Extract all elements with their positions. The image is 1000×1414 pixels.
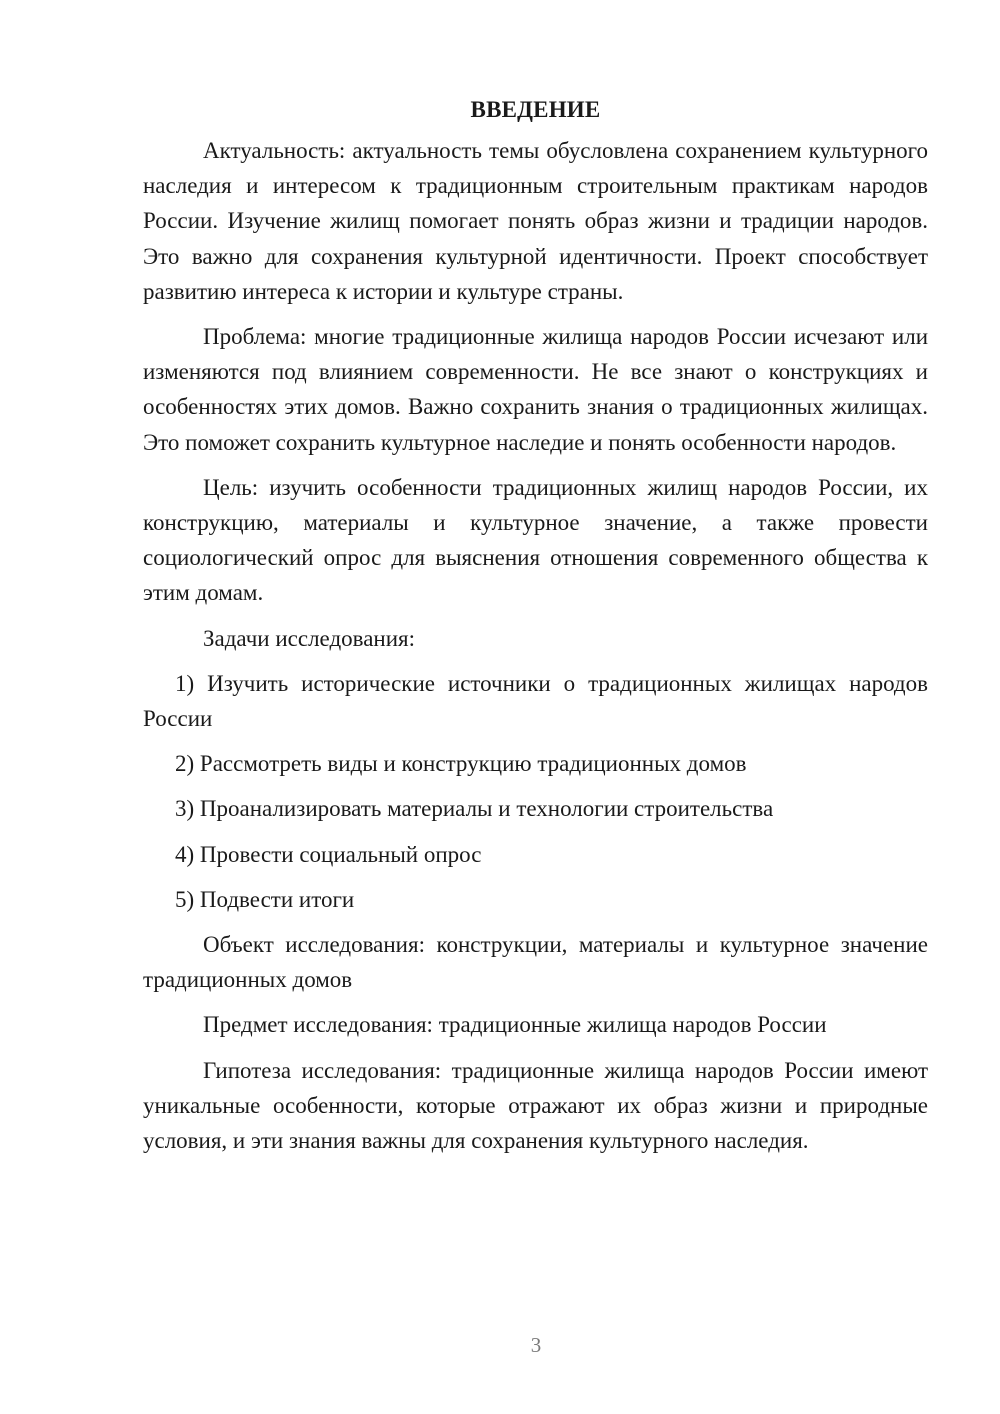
page-number: 3 <box>530 1333 542 1357</box>
object-paragraph: Объект исследования: конструкции, материалы и культурное значение традиционных домов <box>143 932 928 993</box>
tasks-title: Задачи исследования: <box>203 625 416 651</box>
hypothesis-paragraph: Гипотеза исследования: традиционные жилища народов России имеют уникальные особенности, которые отражают их образ жизни и природные условия, и эти знания важны для сохранения культурного наследия. <box>143 1057 928 1154</box>
subject-paragraph: Предмет исследования: традиционные жилища народов России <box>203 1012 827 1038</box>
task-item-3: 3) Проанализировать материалы и технологии строительства <box>175 796 774 822</box>
document-page <box>143 92 928 1168</box>
task-item-4: 4) Провести социальный опрос <box>175 841 482 867</box>
task-item-5: 5) Подвести итоги <box>175 886 355 912</box>
tasks-list <box>143 666 928 917</box>
task-item-2: 2) Рассмотреть виды и конструкцию традиционных домов <box>175 751 747 777</box>
relevance-paragraph: Актуальность: актуальность темы обусловлена сохранением культурного наследия и интересом к традиционным строительным практикам народов России. Изучение жилищ помогает понять образ жизни и традиции народов. Это важно для сохранения культурной идентичности. Проект способствует развитию интереса к истории и культуре страны. <box>143 138 928 304</box>
section-heading: ВВЕДЕНИЕ <box>470 97 601 122</box>
goal-paragraph: Цель: изучить особенности традиционных жилищ народов России, их конструкцию, материалы и культурное значение, а также провести социологический опрос для выяснения отношения современного общества к этим домам. <box>143 474 928 606</box>
task-item-1: 1) Изучить исторические источники о традиционных жилищах народов России <box>143 670 928 732</box>
problem-paragraph: Проблема: многие традиционные жилища народов России исчезают или изменяются под влиянием современности. Не все знают о конструкциях и особенностях этих домов. Важно сохранить знания о традиционных жилищах. Это поможет сохранить культурное наследие и понять особенности народов. <box>143 324 928 455</box>
